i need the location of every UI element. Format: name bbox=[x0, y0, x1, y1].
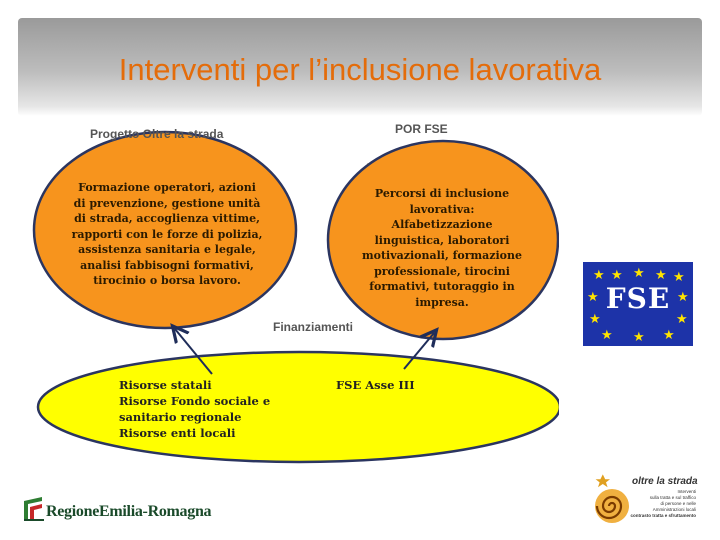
oltre-sub-line: Amministrazioni locali bbox=[652, 507, 696, 512]
star-icon: ★ bbox=[677, 289, 689, 304]
left-oval-text: Formazione operatori, azioni di prevenzione, gestione unità di strada, accoglienza vittime, rapporti con le forze di polizia, assistenza sanitaria e legale, analisi fabbisogni formativi, tirocinio o borsa lavoro. bbox=[71, 181, 263, 287]
regione-emilia-romagna-logo-icon bbox=[22, 495, 46, 523]
diagram-panel bbox=[32, 117, 559, 465]
middle-label: Finanziamenti bbox=[273, 320, 354, 334]
resources-text: Risorse statali Risorse Fondo sociale e sanitario regionale Risorse enti locali bbox=[119, 378, 271, 440]
star-icon: ★ bbox=[593, 267, 605, 282]
fse-asse-label: FSE Asse III bbox=[336, 378, 415, 392]
oltre-sub-line: contrasto tratta e sfruttamento bbox=[630, 513, 696, 518]
star-icon: ★ bbox=[663, 327, 675, 342]
oltre-sub-line: di persone e nelle bbox=[660, 501, 696, 506]
star-icon: ★ bbox=[655, 267, 667, 282]
slide-title: Interventi per l’inclusione lavorativa bbox=[118, 52, 602, 87]
oltre-sub-line: sulla tratta e sul traffico bbox=[649, 495, 696, 500]
star-icon: ★ bbox=[587, 289, 599, 304]
star-icon: ★ bbox=[633, 265, 645, 280]
regione-logo-text: RegioneEmilia-Romagna bbox=[46, 503, 212, 520]
star-icon: ★ bbox=[673, 269, 685, 284]
star-icon: ★ bbox=[589, 311, 601, 326]
star-icon: ★ bbox=[611, 267, 623, 282]
right-header: POR FSE bbox=[395, 122, 448, 136]
right-oval-text: Percorsi di inclusione lavorativa: Alfabetizzazione linguistica, laboratori motivazionali, formazione professionale, tirocini formativi, tutoraggio in impresa. bbox=[361, 187, 523, 309]
star-icon: ★ bbox=[676, 311, 688, 326]
resources-oval bbox=[38, 352, 559, 462]
oltre-la-strada-title: oltre la strada bbox=[632, 476, 698, 487]
fse-flag-text: FSE bbox=[605, 282, 671, 315]
oltre-sub-line: Interventi bbox=[677, 489, 696, 494]
eu-fse-flag bbox=[583, 262, 693, 346]
star-icon: ★ bbox=[633, 329, 645, 344]
left-header: Progetto Oltre la strada bbox=[90, 127, 224, 141]
star-icon: ★ bbox=[601, 327, 613, 342]
